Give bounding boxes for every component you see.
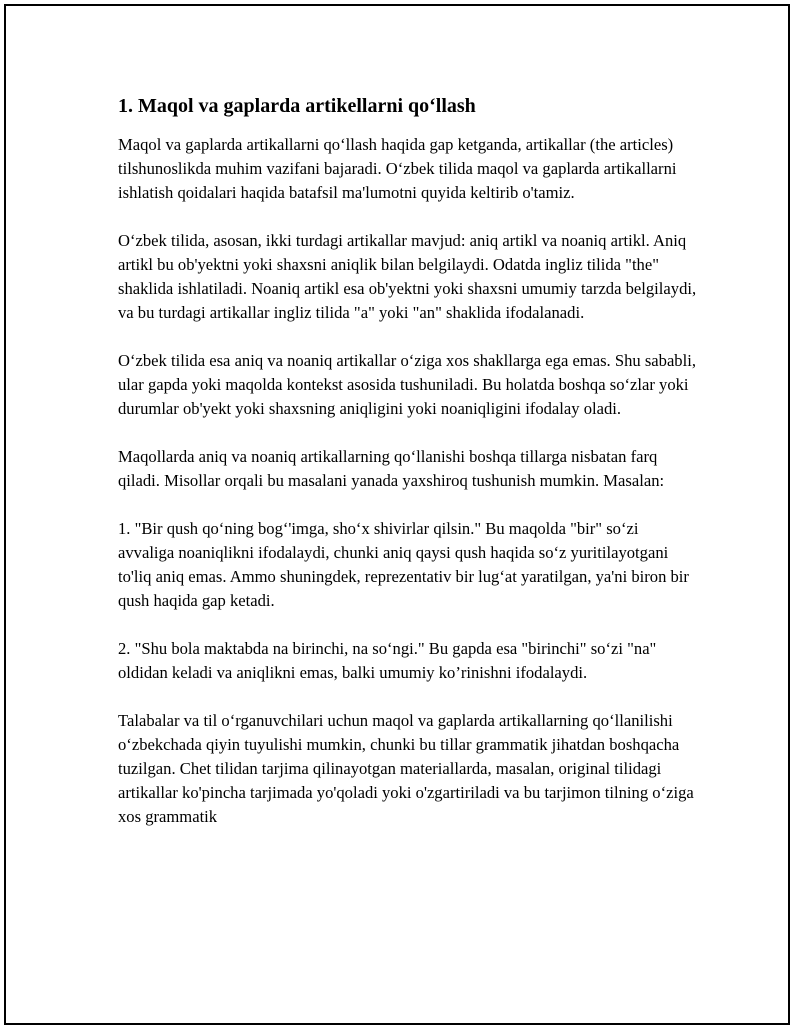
paragraph-learners: Talabalar va til o‘rganuvchilari uchun maqol va gaplarda artikallarning qo‘llanilishi o‘zbekchada qiyin tuyulishi mumkin, chunki bu tillar grammatik jihatdan boshqacha tuzilgan. Chet tilidan tarjima qilinayotgan materiallarda, masalan, original tilidagi artikallar ko'pincha tarjimada yo'qoladi yoki o'zgartiriladi va bu tarjimon tilning o‘ziga xos grammatik [118,711,694,826]
paragraph-article-types: O‘zbek tilida, asosan, ikki turdagi artikallar mavjud: aniq artikl va noaniq artikl. Aniq artikl bu ob'yektni yoki shaxsni aniqlik bilan belgilaydi. Odatda ingliz tilida "the" shaklida ishlatiladi. Noaniq artikl esa ob'yektni yoki shaxsni umumiy tarzda belgilaydi, va bu turdagi artikallar ingliz tilida "a" yoki "an" shaklida ifodalanadi. [118,231,697,322]
paragraph-intro: Maqol va gaplarda artikallarni qo‘llash haqida gap ketganda, artikallar (the articles) tilshunoslikda muhim vazifani bajaradi. O‘zbek tilida maqol va gaplarda artikallarni ishlatish qoidalari haqida batafsil ma'lumotni quyida keltirib o'tamiz. [118,135,677,202]
paragraph-uzbek-context: O‘zbek tilida esa aniq va noaniq artikallar o‘ziga xos shakllarga ega emas. Shu sababli, ular gapda yoki maqolda kontekst asosida tushuniladi. Bu holatda boshqa so‘zlar yoki durumlar ob'yekt yoki shaxsning aniqligini yoki noaniqligini ifodalay oladi. [118,351,696,418]
paragraph-example-2: 2. "Shu bola maktabda na birinchi, na so‘ngi." Bu gapda esa "birinchi" so‘zi "na" oldidan keladi va aniqlikni emas, balki umumiy ko’rinishni ifodalaydi. [118,639,657,682]
document-body [118,92,698,853]
paragraph-proverbs: Maqollarda aniq va noaniq artikallarning qo‘llanishi boshqa tillarga nisbatan farq qiladi. Misollar orqali bu masalani yanada yaxshiroq tushunish mumkin. Masalan: [118,447,665,490]
paragraph-example-1: 1. "Bir qush qo‘ning bog‘'imga, sho‘x shivirlar qilsin." Bu maqolda "bir" so‘zi avvaliga noaniqlikni ifodalaydi, chunki aniq qaysi qush haqida so‘z yuritilayotgani to'liq aniq emas. Ammo shuningdek, reprezentativ bir lug‘at yaratilgan, ya'ni biron bir qush haqida gap ketadi. [118,519,689,610]
section-heading: 1. Maqol va gaplarda artikellarni qo‘llash [118,95,476,117]
